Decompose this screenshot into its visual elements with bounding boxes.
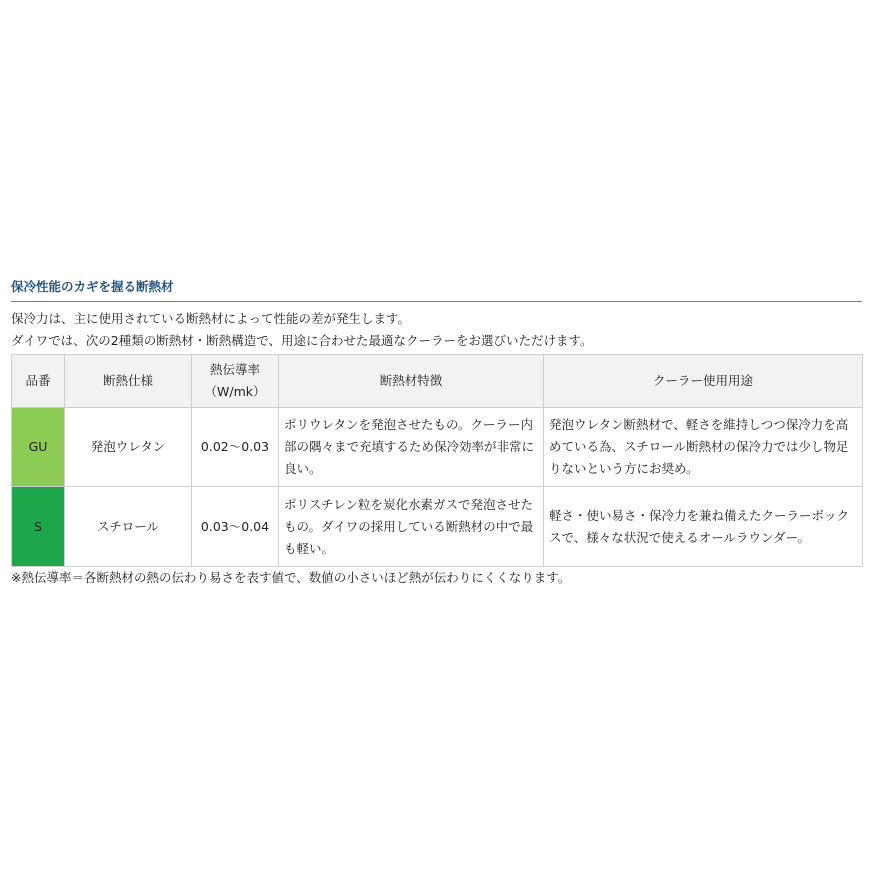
spec-cell: スチロール — [65, 487, 192, 567]
code-cell: GU — [12, 408, 65, 487]
header-conductivity-label: 熱伝導率 — [209, 362, 260, 377]
section-title: 保冷性能のカギを握る断熱材 — [11, 279, 862, 302]
feature-cell: ポリスチレン粒を炭化水素ガスで発泡させたもの。ダイワの採用している断熱材の中で最も軽い。 — [279, 487, 544, 567]
insulation-section — [11, 279, 862, 588]
conductivity-cell: 0.03～0.04 — [192, 487, 279, 567]
usage-cell: 軽さ・使い易さ・保冷力を兼ね備えたクーラーボックスで、様々な状況で使えるオールラウンダー。 — [544, 487, 863, 567]
table-row — [12, 408, 863, 487]
intro-line-2: ダイワでは、次の2種類の断熱材・断熱構造で、用途に合わせた最適なクーラーをお選びいただけます。 — [11, 333, 593, 348]
table-row — [12, 487, 863, 567]
conductivity-cell: 0.02～0.03 — [192, 408, 279, 487]
usage-cell: 発泡ウレタン断熱材で、軽さを維持しつつ保冷力を高めている為、スチロール断熱材の保冷力では少し物足りないという方にお奨め。 — [544, 408, 863, 487]
feature-cell: ポリウレタンを発泡させたもの。クーラー内部の隅々まで充填するため保冷効率が非常に良い。 — [279, 408, 544, 487]
intro-line-1: 保冷力は、主に使用されている断熱材によって性能の差が発生します。 — [11, 311, 411, 326]
header-conductivity — [192, 355, 279, 408]
footnote: ※熱伝導率＝各断熱材の熱の伝わり易さを表す値で、数値の小さいほど熱が伝わりにくくなります。 — [11, 570, 571, 585]
header-usage: クーラー使用用途 — [544, 355, 863, 408]
table-header-row — [12, 355, 863, 408]
insulation-spec-table — [11, 354, 863, 567]
spec-cell: 発泡ウレタン — [65, 408, 192, 487]
header-spec: 断熱仕様 — [65, 355, 192, 408]
intro-text — [11, 308, 862, 352]
header-conductivity-unit: （W/mk） — [204, 384, 266, 399]
code-cell: S — [12, 487, 65, 567]
header-code: 品番 — [12, 355, 65, 408]
header-feature: 断熱材特徴 — [279, 355, 544, 408]
